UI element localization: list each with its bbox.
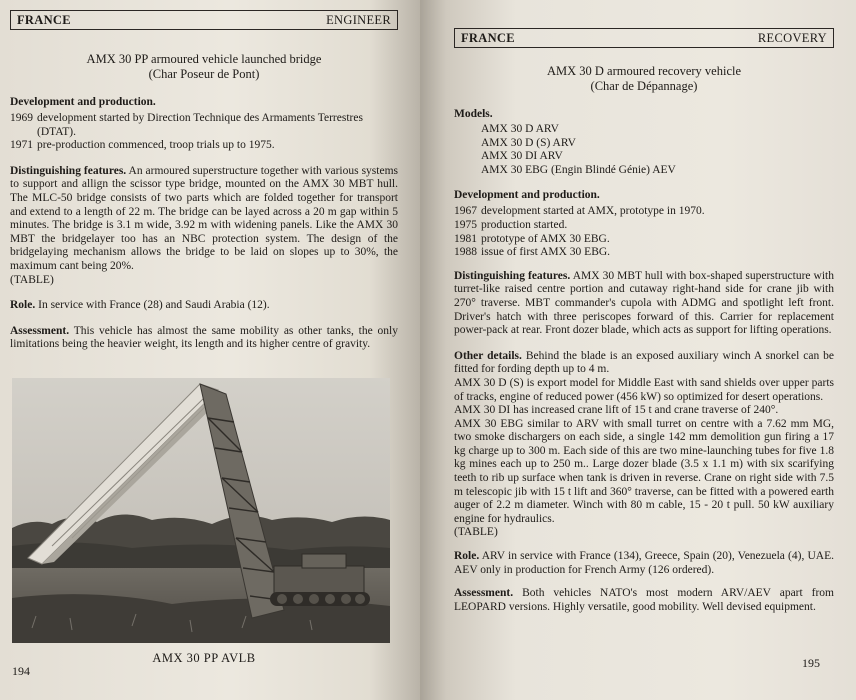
assessment-lead: Assessment. — [454, 587, 514, 600]
model-item: AMX 30 D (S) ARV — [481, 136, 576, 149]
model-item: AMX 30 EBG (Engin Blindé Génie) AEV — [481, 163, 676, 176]
other-details-lead: Other details. — [454, 349, 522, 362]
left-subtitle: (Char Poseur de Pont) — [148, 67, 260, 81]
entry-text: development started by Direction Technique des Armaments Terrestres (DTAT). — [37, 112, 363, 138]
entry-text: issue of first AMX 30 EBG. — [481, 246, 611, 259]
entry-year: 1971 — [10, 139, 33, 152]
right-page-number: 195 — [802, 656, 820, 670]
left-title: AMX 30 PP armoured vehicle launched bridge — [86, 52, 322, 66]
other-details-text-4: AMX 30 EBG similar to ARV with small turret on centre with a 7.62 mm MG, two smoke dischargers on each side, a single 142 mm demolition gun firing a 17 kg charge up to 300 m. Each side of this are two mine-launching tubes for five 1.8 kg mines each up to 250 m.. Large dozer blade (3.5 x 1.1 m) with six scarifying teeth to rib up surface when tank is driven in reverse. Crane on right side with 7.5 m telescopic jib with 15 t lift and 360° traverse, can be fitted with a powered earth auger of 2.2 m diameter. Winch with 80 m cable, 15 - 20 t pull. 50 kW auxiliary engine for hydraulics. — [454, 417, 834, 525]
right-development-heading: Development and production. — [454, 189, 600, 202]
right-role-paragraph — [454, 550, 834, 577]
right-title-block — [454, 64, 834, 94]
bridge-photo-drawing — [12, 378, 390, 643]
right-page-header — [454, 28, 834, 48]
assessment-text: Both vehicles NATO's most modern ARV/AEV apart from LEOPARD versions. Highly versatile, good mobility. Well devised equipment. — [454, 587, 835, 613]
features-table-marker: (TABLE) — [10, 273, 54, 286]
models-list — [454, 123, 834, 177]
photo-caption: AMX 30 PP AVLB — [152, 650, 256, 665]
right-page — [420, 0, 856, 700]
right-features-paragraph — [454, 270, 834, 338]
model-item: AMX 30 DI ARV — [481, 150, 563, 163]
entry-text: prototype of AMX 30 EBG. — [481, 232, 610, 245]
features-text: An armoured superstructure together with various systems to support and allign the scissor type bridge, mounted on the AMX 30 MBT hull. The MLC-50 bridge consists of two parts which are folded together for transport and extend to a length of 22 m. The bridge can be layed across a 20 m gap within 5 minutes. The bridge is 3.1 m wide, 3.92 m with widening panels. Like the AMX 30 MBT the bridgelayer too has an NBC protection system. The design of the bridgelaying mechanism allows the bridge to be laid on slopes up to 30%, the maximum cant being 20%. — [10, 164, 398, 272]
left-role-paragraph — [10, 299, 398, 313]
right-title: AMX 30 D armoured recovery vehicle — [546, 64, 742, 78]
right-header-country: FRANCE — [461, 30, 515, 45]
entry-text: development started at AMX, prototype in 1970. — [481, 205, 705, 218]
left-title-block — [10, 52, 398, 82]
features-lead: Distinguishing features. — [10, 164, 127, 177]
right-header-category: RECOVERY — [757, 30, 827, 45]
entry-year: 1988 — [454, 246, 477, 259]
left-header-category: ENGINEER — [326, 12, 391, 27]
development-entry — [454, 246, 834, 260]
development-entry — [10, 112, 398, 139]
avlb-bridge-photo — [12, 378, 390, 643]
assessment-lead: Assessment. — [10, 324, 70, 337]
role-text: ARV in service with France (134), Greece, Spain (20), Venezuela (4), UAE. AEV only in production for French Army (126 ordered). — [454, 550, 834, 576]
left-page — [0, 0, 420, 700]
left-development-heading: Development and production. — [10, 96, 156, 108]
development-entry — [10, 139, 398, 153]
left-features-paragraph — [10, 165, 398, 287]
entry-text: pre-production commenced, troop trials up to 1975. — [37, 139, 275, 152]
entry-year: 1981 — [454, 232, 477, 245]
role-lead: Role. — [10, 299, 36, 312]
left-assessment-paragraph — [10, 325, 398, 352]
other-details-text-2: AMX 30 D (S) is export model for Middle East with sand shields over upper parts of tracks, engine of reduced power (456 kW) so optimized for desert operations. — [454, 376, 834, 403]
other-details-text-3: AMX 30 DI has increased crane lift of 15 t and crane traverse of 240°. — [454, 404, 779, 417]
left-development-list — [10, 112, 398, 153]
features-lead: Distinguishing features. — [454, 269, 571, 282]
role-lead: Role. — [454, 550, 480, 563]
models-heading: Models. — [454, 108, 493, 120]
entry-year: 1975 — [454, 218, 477, 231]
assessment-text: This vehicle has almost the same mobility as other tanks, the only limitations being the heavier weight, its length and its higher centre of gravity. — [10, 324, 398, 351]
development-entry — [454, 219, 834, 233]
left-page-header — [10, 10, 398, 30]
entry-year: 1969 — [10, 112, 33, 124]
entry-text: production started. — [481, 218, 568, 231]
role-text: In service with France (28) and Saudi Arabia (12). — [38, 299, 270, 312]
features-text: AMX 30 MBT hull with box-shaped superstructure with turret-like raised centre portion and cutaway right-hand side for crane jib with 270° traverse. MBT commander's cupola with ADMG and spotlight left front. Driver's hatch with three periscopes forward of this. Carrier for replacement power-pack at rear. Front dozer blade, which acts as support for lifting operations. — [454, 269, 834, 337]
right-development-list — [454, 205, 834, 259]
other-details-paragraph — [454, 350, 834, 540]
right-assessment-paragraph — [454, 587, 834, 614]
development-entry — [454, 233, 834, 247]
development-entry — [454, 205, 834, 219]
left-header-country: FRANCE — [17, 12, 71, 27]
other-details-text-1: Behind the blade is an exposed auxiliary winch A snorkel can be fitted for fording depth up to 4 m. — [454, 349, 835, 376]
right-subtitle: (Char de Dépannage) — [590, 79, 698, 93]
entry-year: 1967 — [454, 205, 477, 218]
model-item: AMX 30 D ARV — [481, 123, 559, 135]
left-page-number: 194 — [12, 664, 30, 678]
other-details-table-marker: (TABLE) — [454, 526, 498, 539]
